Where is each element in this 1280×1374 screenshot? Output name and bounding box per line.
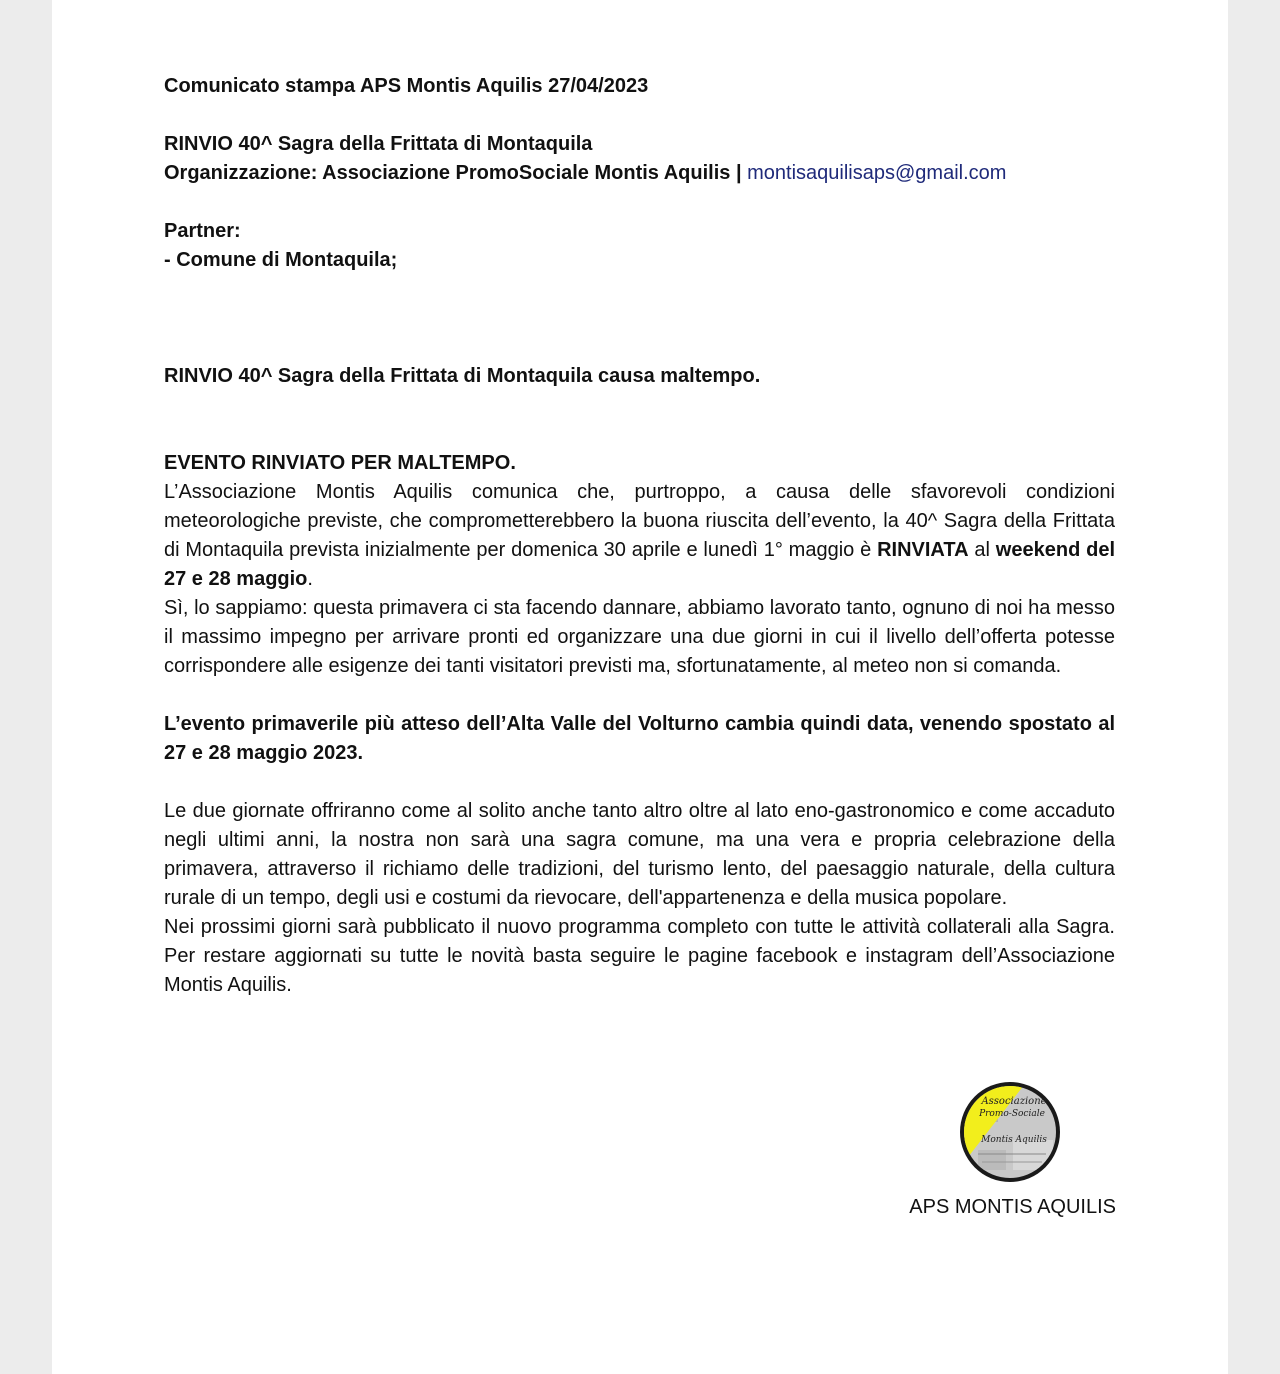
logo-text-1: Associazione <box>981 1096 1047 1107</box>
partner-item: - Comune di Montaquila; <box>164 249 398 271</box>
logo-text-3: Montis Aquilis <box>981 1135 1047 1145</box>
section-heading: EVENTO RINVIATO PER MALTEMPO. <box>164 452 516 474</box>
event-title: RINVIO 40^ Sagra della Frittata di Montaquila <box>164 133 593 155</box>
paragraph-2: Sì, lo sappiamo: questa primavera ci sta facendo dannare, abbiamo lavorato tanto, ognuno di noi ha messo il massimo impegno per arrivare pronti ed organizzare una due giorni in cui il livello dell’offerta potesse corrispondere alle esigenze dei tanti visitatori previsti ma, sfortunatamente, al meteo non si comanda. <box>164 597 1115 677</box>
signature: APS MONTIS AQUILIS <box>909 1196 1116 1218</box>
paragraph-1-end: . <box>307 568 313 590</box>
paragraph-1 <box>164 478 1115 594</box>
document-page <box>52 0 1228 1374</box>
paragraph-1-text: L’Associazione Montis Aquilis comunica che, purtroppo, a causa delle sfavorevoli condizioni meteorologiche previste, che comprometterebbero la buona riuscita dell’evento, la 40^ Sagra della Frittata di Montaquila prevista inizialmente per domenica 30 aprile e lunedì 1° maggio è <box>164 481 1115 561</box>
new-date-emphasis: weekend del 27 e 28 maggio <box>164 539 1116 590</box>
document-body <box>164 72 1115 1000</box>
partner-label: Partner: <box>164 220 241 242</box>
association-logo <box>958 1080 1062 1184</box>
organization-line <box>164 159 1115 188</box>
highlight-paragraph: L’evento primaverile più atteso dell’Alta Valle del Volturno cambia quindi data, venendo spostato al 27 e 28 maggio 2023. <box>164 713 1115 764</box>
organization-label: Organizzazione: Associazione PromoSociale Montis Aquilis <box>164 162 731 184</box>
subject-line: RINVIO 40^ Sagra della Frittata di Montaquila causa maltempo. <box>164 365 761 387</box>
paragraph-1-connector: al <box>968 539 996 561</box>
press-release-line: Comunicato stampa APS Montis Aquilis 27/04/2023 <box>164 75 649 97</box>
logo-text-2: Promo-Sociale <box>979 1109 1045 1119</box>
paragraph-3: Le due giornate offriranno come al solito anche tanto altro oltre al lato eno-gastronomico e come accaduto negli ultimi anni, la nostra non sarà una sagra comune, ma una vera e propria celebrazione della primavera, attraverso il richiamo delle tradizioni, del turismo lento, del paesaggio naturale, della cultura rurale di un tempo, degli usi e costumi da rievocare, dell'appartenenza e della musica popolare. <box>164 800 1115 909</box>
paragraph-4: Nei prossimi giorni sarà pubblicato il nuovo programma completo con tutte le attività collaterali alla Sagra. Per restare aggiornati su tutte le novità basta seguire le pagine facebook e instagram dell’Associazione Montis Aquilis. <box>164 916 1115 996</box>
rinviata-emphasis: RINVIATA <box>877 539 969 561</box>
email-link[interactable]: montisaquilisaps@gmail.com <box>747 162 1007 184</box>
separator: | <box>735 162 742 184</box>
